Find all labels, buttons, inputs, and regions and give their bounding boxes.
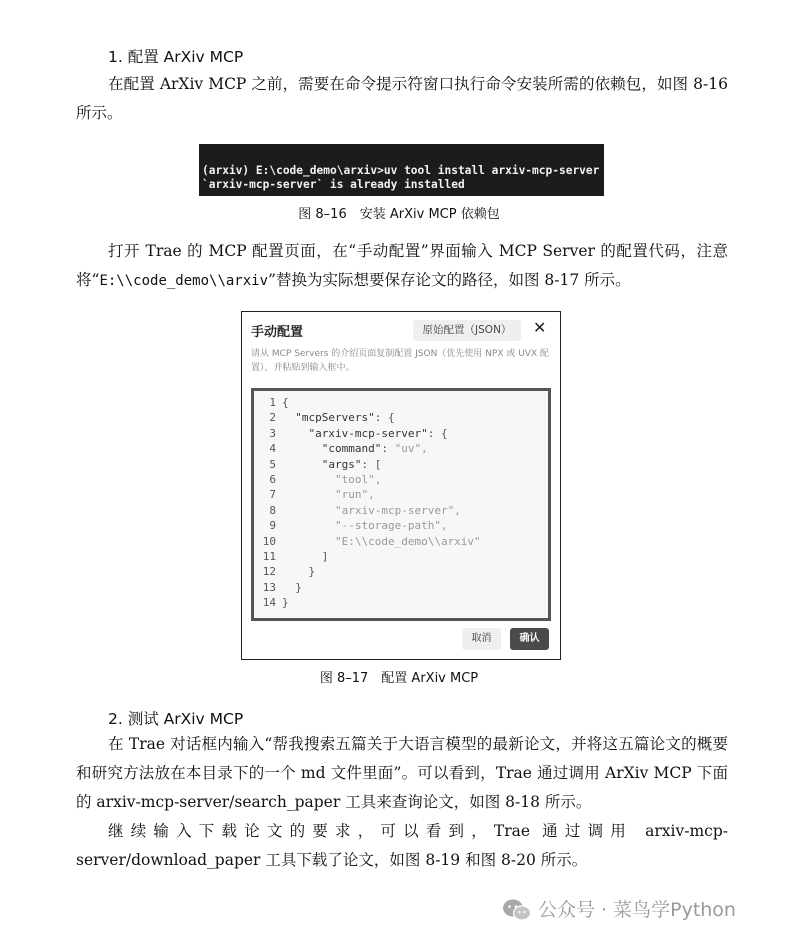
code-text: } — [282, 596, 289, 610]
section1-heading: 1. 配置 ArXiv MCP — [108, 48, 244, 66]
code-text: "arxiv-mcp-server", — [282, 503, 461, 517]
section2-paragraph-1: 在 Trae 对话框内输入“帮我搜索五篇关于大语言模型的最新论文，并将这五篇论文的概要和研究方法放在本目录下的一个 md 文件里面”。可以看到，Trae 通过调用 ArXiv MCP 下面的 arxiv-mcp-server/search_paper 工具来查询论文，如图 8-18 所示。 — [76, 735, 728, 811]
section2-paragraph-2: 继续输入下载论文的要求，可以看到，Trae 通过调用 arxiv-mcp-server/download_paper 工具下载了论文，如图 8-19 和图 8-20 所示。 — [76, 822, 728, 869]
terminal-line-2: `arxiv-mcp-server` is already installed — [202, 178, 465, 191]
paragraph-2-text-after: ”替换为实际想要保存论文的路径，如图 8-17 所示。 — [268, 271, 631, 289]
paragraph-2 — [76, 237, 728, 296]
code-text: { — [282, 396, 289, 409]
section2-heading: 2. 测试 ArXiv MCP — [108, 710, 244, 728]
cancel-button[interactable]: 取消 — [462, 628, 501, 650]
path-code-inline: E:\\code_demo\\arxiv — [99, 273, 269, 289]
code-text: "E:\\code_demo\\arxiv" — [282, 534, 481, 548]
code-text: } — [282, 565, 316, 579]
line-number: 8 — [269, 503, 276, 517]
line-number: 4 — [269, 442, 276, 456]
line-number: 11 — [262, 550, 276, 563]
code-line — [254, 518, 448, 533]
code-line — [254, 487, 375, 502]
code-text: ] — [282, 550, 329, 563]
watermark-text: 公众号 · 菜鸟学Python — [538, 899, 736, 921]
terminal-screenshot — [199, 144, 604, 196]
code-line — [254, 441, 428, 456]
figure-8-16-caption: 图 8–16 安装 ArXiv MCP 依赖包 — [298, 207, 500, 222]
section1-paragraph: 在配置 ArXiv MCP 之前，需要在命令提示符窗口执行命令安装所需的依赖包，如图 8-16 所示。 — [76, 75, 728, 122]
manual-config-dialog — [241, 311, 561, 660]
paragraph-2-text-before: 打开 Trae 的 MCP 配置页面，在“手动配置”界面输入 MCP Server 的配置代码，注意将“ — [76, 242, 728, 289]
code-line — [254, 395, 289, 410]
code-line — [254, 410, 395, 425]
code-line — [254, 580, 302, 595]
code-text: "--storage-path", — [282, 519, 448, 533]
raw-config-json-button[interactable]: 原始配置（JSON） — [413, 320, 521, 341]
line-number: 13 — [262, 580, 276, 594]
dialog-title: 手动配置 — [251, 325, 304, 340]
line-number: 5 — [269, 457, 276, 471]
code-text: "command": "uv", — [321, 442, 428, 456]
close-icon[interactable]: ✕ — [533, 318, 547, 337]
line-number: 3 — [269, 426, 276, 440]
code-line — [254, 564, 315, 579]
code-text: } — [282, 580, 302, 594]
figure-8-17-caption: 图 8–17 配置 ArXiv MCP — [319, 671, 479, 686]
code-line — [254, 549, 328, 564]
code-text: "args": [ — [321, 457, 382, 471]
line-number: 7 — [269, 488, 276, 502]
code-text: "tool", — [282, 473, 382, 486]
code-text: "mcpServers": { — [295, 411, 395, 425]
wechat-icon — [502, 898, 532, 922]
line-number: 2 — [269, 411, 276, 425]
code-text: "arxiv-mcp-server": { — [308, 426, 448, 440]
line-number: 6 — [269, 473, 276, 486]
line-number: 10 — [262, 534, 276, 548]
terminal-line-1: (arxiv) E:\code_demo\arxiv>uv tool install arxiv-mcp-server — [202, 164, 600, 177]
json-code-editor[interactable] — [251, 388, 551, 621]
code-line — [254, 503, 461, 518]
line-number: 9 — [269, 519, 276, 533]
code-line — [254, 472, 381, 487]
code-text: "run", — [282, 488, 375, 502]
line-number: 1 — [269, 396, 276, 409]
code-line — [254, 457, 381, 472]
line-number: 14 — [262, 596, 276, 610]
confirm-button[interactable]: 确认 — [510, 628, 549, 650]
dialog-hint-text: 请从 MCP Servers 的介绍页面复制配置 JSON（优先使用 NPX 或 UVX 配置），并粘贴到输入框中。 — [251, 349, 549, 373]
code-line — [254, 534, 481, 549]
code-line — [254, 426, 448, 441]
code-line — [254, 595, 289, 610]
line-number: 12 — [262, 565, 276, 579]
